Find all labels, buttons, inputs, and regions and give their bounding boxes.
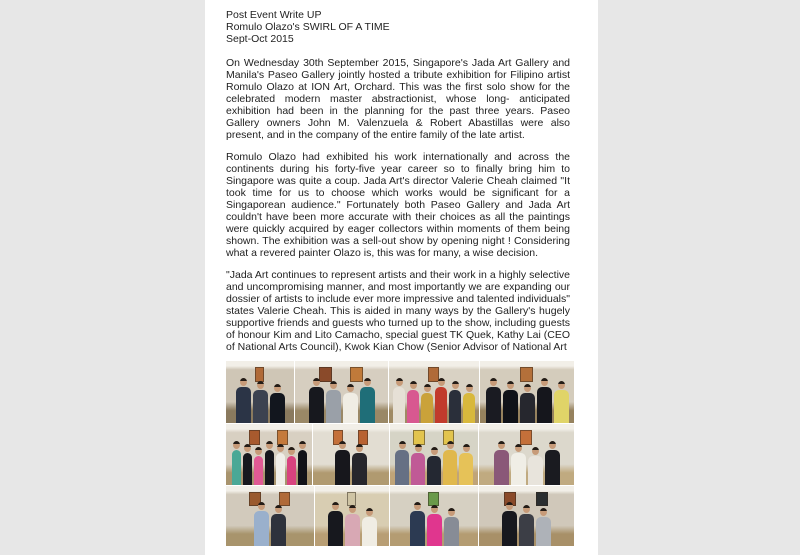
person-figure bbox=[309, 378, 324, 423]
person-figure bbox=[335, 441, 350, 485]
person-figure bbox=[362, 508, 377, 546]
person-figure bbox=[298, 441, 307, 485]
event-photo bbox=[479, 424, 574, 485]
event-photo bbox=[315, 486, 389, 546]
person-figure bbox=[352, 444, 367, 485]
event-photo bbox=[226, 361, 294, 423]
person-figure bbox=[328, 502, 343, 546]
person-figure bbox=[393, 378, 405, 423]
person-figure bbox=[270, 384, 285, 423]
person-figure bbox=[459, 444, 473, 485]
collage-row bbox=[226, 486, 574, 546]
collage-row bbox=[226, 361, 574, 423]
person-figure bbox=[360, 378, 375, 423]
person-figure bbox=[253, 381, 268, 423]
people-group bbox=[295, 378, 388, 423]
people-group bbox=[389, 378, 479, 423]
person-figure bbox=[536, 508, 551, 546]
person-figure bbox=[463, 384, 475, 423]
person-figure bbox=[427, 505, 442, 546]
people-group bbox=[480, 378, 574, 423]
event-photo bbox=[480, 361, 574, 423]
person-figure bbox=[326, 381, 341, 423]
people-group bbox=[390, 502, 478, 546]
people-group bbox=[315, 502, 389, 546]
post-title-line: Sept-Oct 2015 bbox=[226, 33, 294, 45]
article-body bbox=[205, 0, 598, 546]
people-group bbox=[226, 502, 314, 546]
event-photo bbox=[226, 486, 314, 546]
person-figure bbox=[345, 505, 360, 546]
people-group bbox=[226, 441, 312, 485]
person-figure bbox=[236, 378, 251, 423]
collage-row bbox=[226, 424, 574, 485]
person-figure bbox=[254, 502, 269, 546]
person-figure bbox=[276, 444, 285, 485]
person-figure bbox=[254, 447, 263, 485]
person-figure bbox=[265, 441, 274, 485]
person-figure bbox=[443, 441, 457, 485]
person-figure bbox=[520, 384, 535, 423]
person-figure bbox=[287, 447, 296, 485]
people-group bbox=[479, 502, 574, 546]
person-figure bbox=[449, 381, 461, 423]
people-group bbox=[313, 441, 389, 485]
person-figure bbox=[494, 441, 509, 485]
person-figure bbox=[503, 381, 518, 423]
event-photo bbox=[390, 486, 478, 546]
event-photo bbox=[226, 424, 312, 485]
article-paragraph: "Jada Art continues to represent artists and their work in a highly selective and uncompromising manner, and most importantly we are expanding our dossier of artists to include ever more impressive and talented individuals" states Valerie Cheah. This is aided in many ways by the Gallery's hugely supportive friends and guests who turned up to the show, including guests of honour Kim and Lito Camacho, special guest TK Quek, Kathy Lai (CEO of National Arts Council), Kwok Kian Chow (Senior Advisor of National Art bbox=[226, 269, 570, 353]
article-paragraph: On Wednesday 30th September 2015, Singapore's Jada Art Gallery and Manila's Paseo Gallery jointly hosted a tribute exhibition for Filipino artist Romulo Olazo at ION Art, Orchard. This was the first solo show for the celebrated modern master abstractionist, whose long- anticipated exhibition had been in the planning for the past three years. Paseo Gallery owners John M. Valenzuela & Robert Abastillas were also present, and in the company of the entire family of the late artist. bbox=[226, 57, 570, 141]
event-photo bbox=[295, 361, 388, 423]
article-paragraph: Romulo Olazo had exhibited his work internationally and across the continents during his forty-five year career so to finally bring him to Singapore was quite a coup. Jada Art's director Valerie Cheah claimed "It took time for us to choose which works would be significant for a Singaporean audience." Fortunately both Paseo Gallery and Jada Art couldn't have been more accurate with their choices as all the paintings were quickly acquired by eager collectors within moments of them being shown. The exhibition was a sell-out show by opening night ! Considering what a revered painter Olazo is, this was for many, a wise decision. bbox=[226, 151, 570, 259]
people-group bbox=[479, 441, 574, 485]
person-figure bbox=[411, 444, 425, 485]
post-title-line: Post Event Write UP bbox=[226, 9, 322, 21]
person-figure bbox=[435, 378, 447, 423]
person-figure bbox=[444, 508, 459, 546]
document-page bbox=[205, 0, 598, 555]
person-figure bbox=[410, 502, 425, 546]
person-figure bbox=[407, 381, 419, 423]
person-figure bbox=[519, 505, 534, 546]
person-figure bbox=[343, 384, 358, 423]
person-figure bbox=[486, 378, 501, 423]
photo-collage bbox=[226, 361, 574, 546]
post-title-block bbox=[226, 9, 570, 45]
people-group bbox=[226, 378, 294, 423]
event-photo bbox=[389, 361, 479, 423]
person-figure bbox=[427, 447, 441, 485]
person-figure bbox=[421, 384, 433, 423]
person-figure bbox=[243, 444, 252, 485]
person-figure bbox=[554, 381, 569, 423]
person-figure bbox=[528, 447, 543, 485]
event-photo bbox=[390, 424, 478, 485]
event-photo bbox=[479, 486, 574, 546]
person-figure bbox=[511, 444, 526, 485]
person-figure bbox=[232, 441, 241, 485]
people-group bbox=[390, 441, 478, 485]
person-figure bbox=[271, 505, 286, 546]
person-figure bbox=[537, 378, 552, 423]
person-figure bbox=[545, 441, 560, 485]
event-photo bbox=[313, 424, 389, 485]
person-figure bbox=[395, 441, 409, 485]
post-title-line: Romulo Olazo's SWIRL OF A TIME bbox=[226, 21, 390, 33]
person-figure bbox=[502, 502, 517, 546]
